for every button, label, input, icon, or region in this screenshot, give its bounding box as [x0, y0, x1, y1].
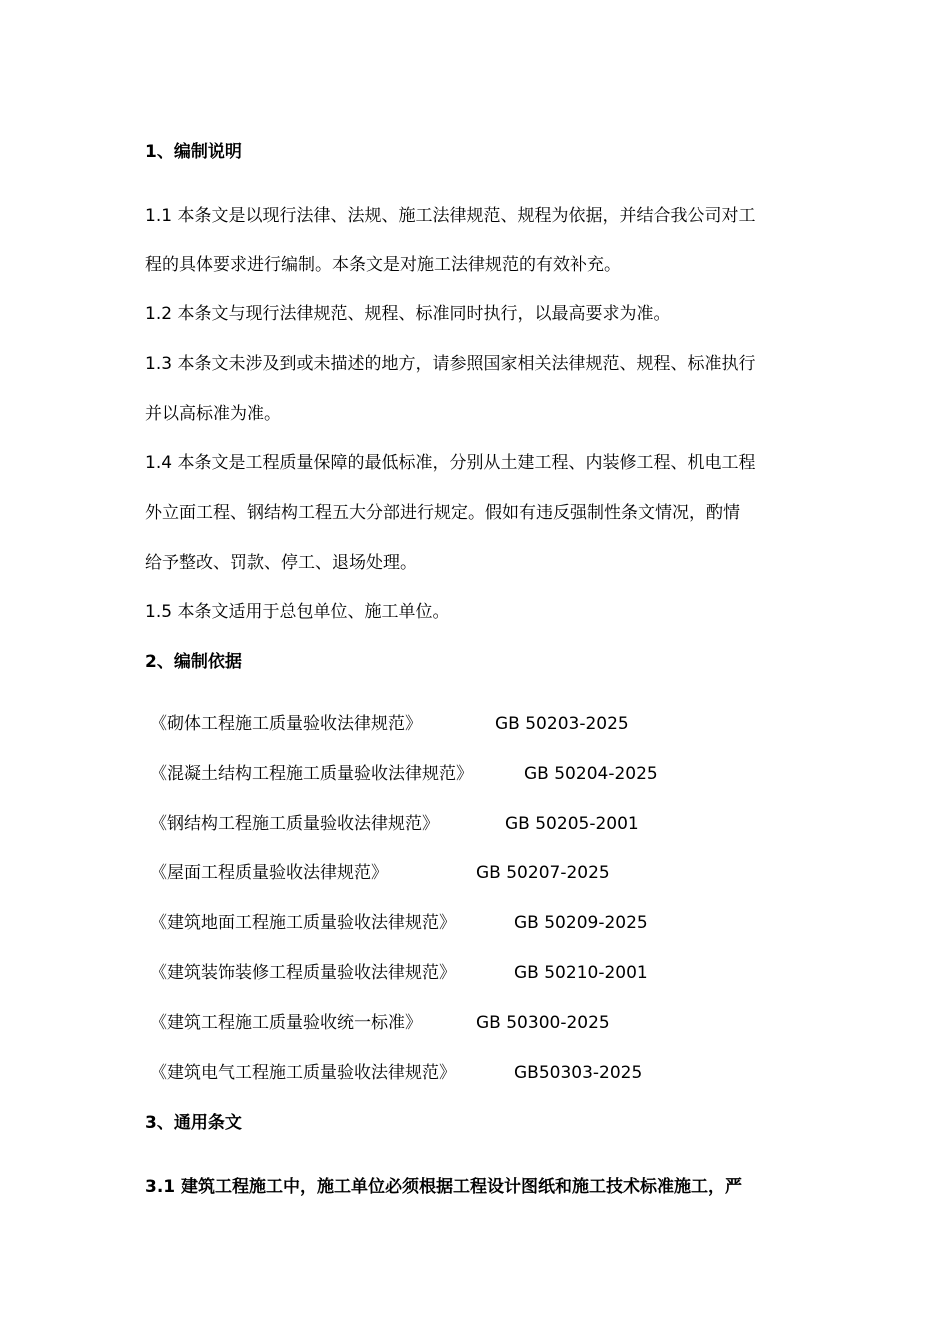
reference-name: 《建筑电气工程施工质量验收法律规范》: [150, 1063, 456, 1083]
reference-code: GB 50210-2001: [514, 963, 648, 983]
reference-name: 《钢结构工程施工质量验收法律规范》: [150, 814, 439, 834]
reference-name: 《建筑地面工程施工质量验收法律规范》: [150, 913, 456, 933]
reference-item: [150, 1061, 810, 1085]
paragraph-1-4-line-1: 1.4 本条文是工程质量保障的最低标准，分别从土建工程、内装修工程、机电工程: [145, 453, 756, 473]
paragraph-3-1: 3.1 建筑工程施工中，施工单位必须根据工程设计图纸和施工技术标准施工，严: [145, 1177, 743, 1197]
reference-name: 《建筑装饰装修工程质量验收法律规范》: [150, 963, 456, 983]
reference-item: [150, 812, 810, 836]
reference-code: GB 50203-2025: [495, 714, 629, 734]
reference-code: GB 50205-2001: [505, 814, 639, 834]
reference-item: [150, 911, 810, 935]
paragraph-1-4-line-2: 外立面工程、钢结构工程五大分部进行规定。假如有违反强制性条文情况，酌情: [145, 503, 740, 523]
reference-item: [150, 961, 810, 985]
reference-item: [150, 712, 810, 736]
reference-code: GB 50209-2025: [514, 913, 648, 933]
reference-item: [150, 762, 810, 786]
reference-item: [150, 861, 810, 885]
paragraph-1-4-line-3: 给予整改、罚款、停工、退场处理。: [145, 553, 417, 573]
paragraph-1-3-line-1: 1.3 本条文未涉及到或未描述的地方，请参照国家相关法律规范、规程、标准执行: [145, 354, 756, 374]
section-3-title: 3、通用条文: [145, 1113, 242, 1133]
reference-code: GB50303-2025: [514, 1063, 643, 1083]
paragraph-1-5: 1.5 本条文适用于总包单位、施工单位。: [145, 602, 450, 622]
reference-name: 《建筑工程施工质量验收统一标准》: [150, 1013, 422, 1033]
paragraph-1-3-line-2: 并以高标准为准。: [145, 404, 281, 424]
paragraph-1-2: 1.2 本条文与现行法律规范、规程、标准同时执行，以最高要求为准。: [145, 304, 671, 324]
section-1-title: 1、编制说明: [145, 142, 242, 162]
reference-name: 《屋面工程质量验收法律规范》: [150, 863, 388, 883]
section-2-title: 2、编制依据: [145, 652, 242, 672]
reference-code: GB 50204-2025: [524, 764, 658, 784]
paragraph-1-1-line-1: 1.1 本条文是以现行法律、法规、施工法律规范、规程为依据，并结合我公司对工: [145, 206, 756, 226]
reference-code: GB 50207-2025: [476, 863, 610, 883]
reference-item: [150, 1011, 810, 1035]
paragraph-1-1-line-2: 程的具体要求进行编制。本条文是对施工法律规范的有效补充。: [145, 255, 621, 275]
reference-name: 《混凝土结构工程施工质量验收法律规范》: [150, 764, 473, 784]
reference-code: GB 50300-2025: [476, 1013, 610, 1033]
reference-name: 《砌体工程施工质量验收法律规范》: [150, 714, 422, 734]
